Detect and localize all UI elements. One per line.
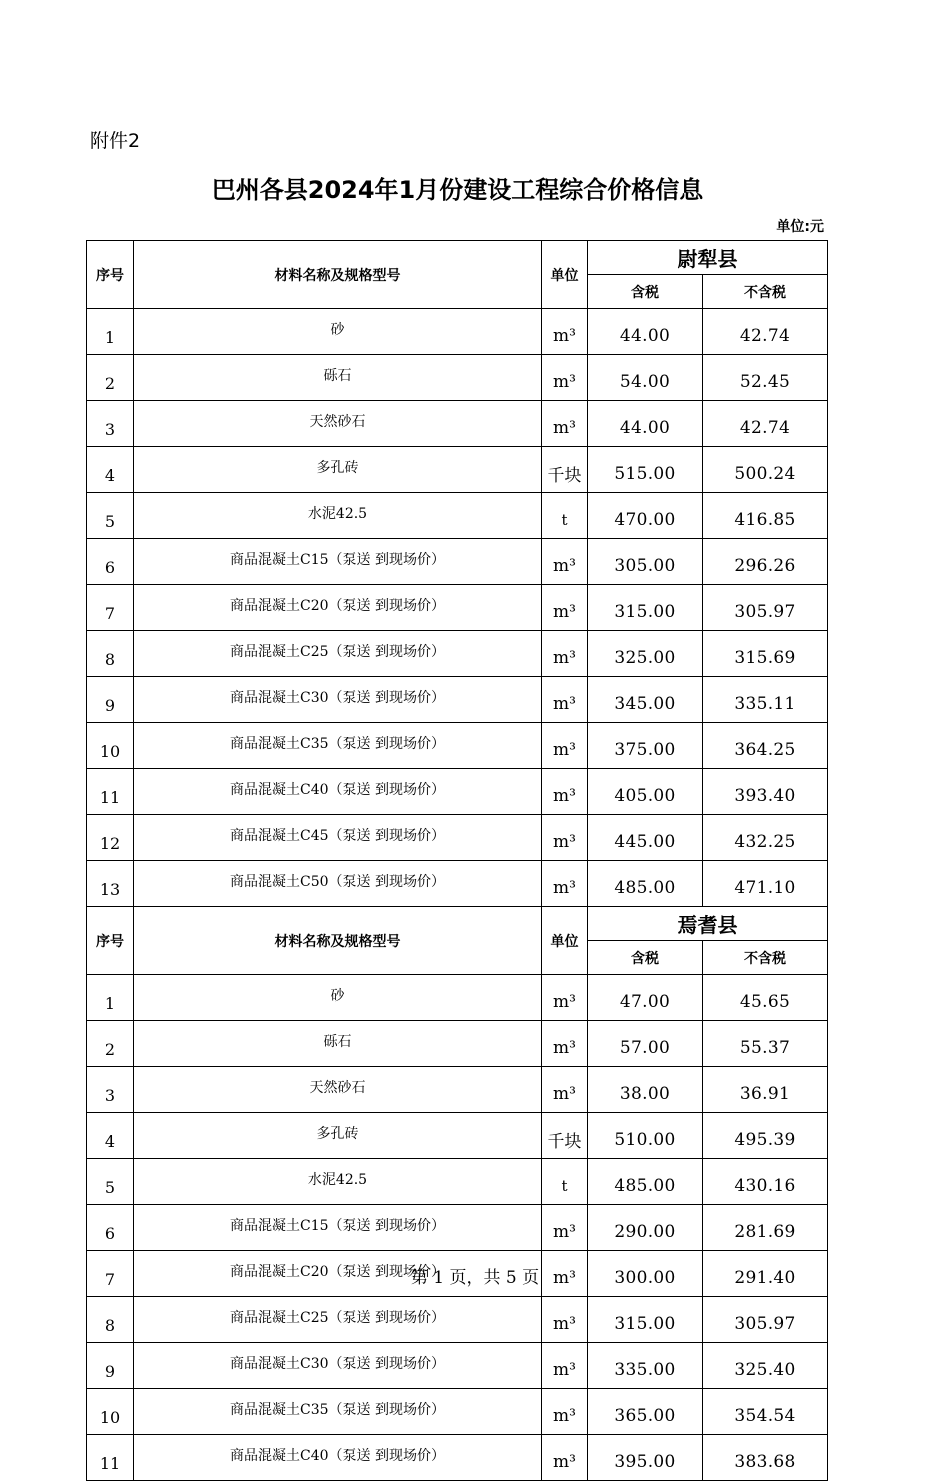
- table-row: [87, 631, 828, 677]
- row-material-name: 砾石: [134, 355, 542, 401]
- table-row: [87, 723, 828, 769]
- row-unit: m³: [542, 539, 588, 585]
- row-price-without-tax: 305.97: [703, 585, 828, 631]
- row-price-without-tax: 364.25: [703, 723, 828, 769]
- row-unit: m³: [542, 1389, 588, 1435]
- table-row: [87, 493, 828, 539]
- row-price-with-tax: 395.00: [588, 1435, 703, 1481]
- row-price-without-tax: 393.40: [703, 769, 828, 815]
- table-row: [87, 815, 828, 861]
- row-seq: 10: [87, 1389, 134, 1435]
- row-price-with-tax: 305.00: [588, 539, 703, 585]
- table-row: [87, 861, 828, 907]
- table-row: [87, 1159, 828, 1205]
- row-material-name: 商品混凝土C35（泵送 到现场价）: [134, 1389, 542, 1435]
- row-price-without-tax: 55.37: [703, 1021, 828, 1067]
- row-price-with-tax: 375.00: [588, 723, 703, 769]
- section-header-row: [87, 241, 828, 275]
- row-price-without-tax: 42.74: [703, 309, 828, 355]
- row-price-without-tax: 495.39: [703, 1113, 828, 1159]
- row-seq: 9: [87, 1343, 134, 1389]
- table-row: [87, 585, 828, 631]
- header-unit: 单位: [542, 907, 588, 975]
- row-price-without-tax: 416.85: [703, 493, 828, 539]
- row-price-without-tax: 383.68: [703, 1435, 828, 1481]
- attachment-label: 附件2: [90, 130, 141, 152]
- row-unit: m³: [542, 1067, 588, 1113]
- row-seq: 13: [87, 861, 134, 907]
- row-price-with-tax: 290.00: [588, 1205, 703, 1251]
- row-price-with-tax: 44.00: [588, 309, 703, 355]
- row-material-name: 多孔砖: [134, 1113, 542, 1159]
- page-footer: 第 1 页，共 5 页: [410, 1268, 540, 1288]
- county-name: 焉耆县: [588, 907, 828, 941]
- table-row: [87, 1205, 828, 1251]
- row-unit: m³: [542, 1205, 588, 1251]
- row-unit: m³: [542, 769, 588, 815]
- row-seq: 5: [87, 1159, 134, 1205]
- row-price-without-tax: 500.24: [703, 447, 828, 493]
- row-unit: m³: [542, 1297, 588, 1343]
- row-seq: 10: [87, 723, 134, 769]
- row-unit: m³: [542, 585, 588, 631]
- row-price-without-tax: 325.40: [703, 1343, 828, 1389]
- row-material-name: 商品混凝土C40（泵送 到现场价）: [134, 1435, 542, 1481]
- row-price-with-tax: 54.00: [588, 355, 703, 401]
- row-unit: m³: [542, 1435, 588, 1481]
- table-row: [87, 1343, 828, 1389]
- row-seq: 7: [87, 1251, 134, 1297]
- table-row: [87, 1113, 828, 1159]
- header-material: 材料名称及规格型号: [134, 907, 542, 975]
- row-price-with-tax: 485.00: [588, 861, 703, 907]
- row-seq: 1: [87, 975, 134, 1021]
- county-name: 尉犁县: [588, 241, 828, 275]
- unit-note: 单位:元: [776, 219, 824, 235]
- header-seq: 序号: [87, 241, 134, 309]
- row-material-name: 商品混凝土C25（泵送 到现场价）: [134, 631, 542, 677]
- row-unit: m³: [542, 1021, 588, 1067]
- row-price-without-tax: 471.10: [703, 861, 828, 907]
- row-seq: 4: [87, 1113, 134, 1159]
- row-price-without-tax: 335.11: [703, 677, 828, 723]
- header-with-tax: 含税: [588, 941, 703, 975]
- row-seq: 8: [87, 631, 134, 677]
- table-row: [87, 1021, 828, 1067]
- price-table-body: [87, 241, 828, 1481]
- row-price-with-tax: 345.00: [588, 677, 703, 723]
- row-material-name: 商品混凝土C20（泵送 到现场价）: [134, 585, 542, 631]
- row-unit: 千块: [542, 447, 588, 493]
- row-price-without-tax: 281.69: [703, 1205, 828, 1251]
- row-unit: t: [542, 1159, 588, 1205]
- row-price-without-tax: 296.26: [703, 539, 828, 585]
- row-unit: m³: [542, 677, 588, 723]
- row-material-name: 水泥42.5: [134, 493, 542, 539]
- row-material-name: 商品混凝土C35（泵送 到现场价）: [134, 723, 542, 769]
- row-price-without-tax: 52.45: [703, 355, 828, 401]
- section-header-row: [87, 907, 828, 941]
- row-price-with-tax: 470.00: [588, 493, 703, 539]
- table-row: [87, 401, 828, 447]
- row-material-name: 砂: [134, 975, 542, 1021]
- row-unit: m³: [542, 309, 588, 355]
- row-material-name: 商品混凝土C20（泵送 到现场价）: [134, 1251, 542, 1297]
- row-price-without-tax: 432.25: [703, 815, 828, 861]
- row-material-name: 商品混凝土C25（泵送 到现场价）: [134, 1297, 542, 1343]
- table-row: [87, 1389, 828, 1435]
- header-with-tax: 含税: [588, 275, 703, 309]
- row-unit: m³: [542, 975, 588, 1021]
- table-row: [87, 769, 828, 815]
- row-seq: 11: [87, 1435, 134, 1481]
- row-unit: m³: [542, 723, 588, 769]
- row-unit: m³: [542, 401, 588, 447]
- row-material-name: 天然砂石: [134, 1067, 542, 1113]
- row-material-name: 商品混凝土C15（泵送 到现场价）: [134, 1205, 542, 1251]
- row-seq: 3: [87, 401, 134, 447]
- row-price-without-tax: 305.97: [703, 1297, 828, 1343]
- row-material-name: 砂: [134, 309, 542, 355]
- row-price-with-tax: 515.00: [588, 447, 703, 493]
- row-price-without-tax: 45.65: [703, 975, 828, 1021]
- row-unit: m³: [542, 861, 588, 907]
- table-row: [87, 677, 828, 723]
- row-seq: 2: [87, 355, 134, 401]
- row-seq: 11: [87, 769, 134, 815]
- row-material-name: 水泥42.5: [134, 1159, 542, 1205]
- page-title: 巴州各县2024年1月份建设工程综合价格信息: [211, 176, 704, 204]
- row-unit: m³: [542, 355, 588, 401]
- row-seq: 6: [87, 539, 134, 585]
- table-row: [87, 355, 828, 401]
- table-row: [87, 309, 828, 355]
- row-material-name: 商品混凝土C15（泵送 到现场价）: [134, 539, 542, 585]
- row-price-with-tax: 445.00: [588, 815, 703, 861]
- table-row: [87, 447, 828, 493]
- row-material-name: 商品混凝土C40（泵送 到现场价）: [134, 769, 542, 815]
- row-price-with-tax: 47.00: [588, 975, 703, 1021]
- row-price-without-tax: 42.74: [703, 401, 828, 447]
- row-seq: 9: [87, 677, 134, 723]
- row-material-name: 砾石: [134, 1021, 542, 1067]
- header-without-tax: 不含税: [703, 275, 828, 309]
- row-seq: 8: [87, 1297, 134, 1343]
- table-row: [87, 539, 828, 585]
- row-price-with-tax: 44.00: [588, 401, 703, 447]
- price-table: [86, 240, 828, 1481]
- row-price-with-tax: 335.00: [588, 1343, 703, 1389]
- row-unit: m³: [542, 815, 588, 861]
- row-seq: 3: [87, 1067, 134, 1113]
- row-seq: 2: [87, 1021, 134, 1067]
- row-price-with-tax: 365.00: [588, 1389, 703, 1435]
- row-material-name: 商品混凝土C30（泵送 到现场价）: [134, 677, 542, 723]
- row-price-with-tax: 325.00: [588, 631, 703, 677]
- row-price-with-tax: 485.00: [588, 1159, 703, 1205]
- row-price-without-tax: 36.91: [703, 1067, 828, 1113]
- row-price-without-tax: 354.54: [703, 1389, 828, 1435]
- table-row: [87, 1067, 828, 1113]
- header-material: 材料名称及规格型号: [134, 241, 542, 309]
- row-seq: 7: [87, 585, 134, 631]
- row-price-with-tax: 510.00: [588, 1113, 703, 1159]
- row-material-name: 多孔砖: [134, 447, 542, 493]
- row-material-name: 商品混凝土C50（泵送 到现场价）: [134, 861, 542, 907]
- row-unit: 千块: [542, 1113, 588, 1159]
- row-price-with-tax: 315.00: [588, 585, 703, 631]
- row-seq: 6: [87, 1205, 134, 1251]
- row-price-with-tax: 405.00: [588, 769, 703, 815]
- row-price-without-tax: 430.16: [703, 1159, 828, 1205]
- row-seq: 1: [87, 309, 134, 355]
- row-price-without-tax: 291.40: [703, 1251, 828, 1297]
- table-row: [87, 1435, 828, 1481]
- row-unit: m³: [542, 631, 588, 677]
- header-seq: 序号: [87, 907, 134, 975]
- row-price-with-tax: 315.00: [588, 1297, 703, 1343]
- row-seq: 5: [87, 493, 134, 539]
- row-unit: t: [542, 493, 588, 539]
- table-row: [87, 1297, 828, 1343]
- row-material-name: 商品混凝土C45（泵送 到现场价）: [134, 815, 542, 861]
- row-price-without-tax: 315.69: [703, 631, 828, 677]
- row-seq: 12: [87, 815, 134, 861]
- header-unit: 单位: [542, 241, 588, 309]
- row-price-with-tax: 300.00: [588, 1251, 703, 1297]
- header-without-tax: 不含税: [703, 941, 828, 975]
- row-price-with-tax: 57.00: [588, 1021, 703, 1067]
- row-unit: m³: [542, 1343, 588, 1389]
- row-unit: m³: [542, 1251, 588, 1297]
- table-row: [87, 975, 828, 1021]
- row-material-name: 商品混凝土C30（泵送 到现场价）: [134, 1343, 542, 1389]
- row-seq: 4: [87, 447, 134, 493]
- row-price-with-tax: 38.00: [588, 1067, 703, 1113]
- row-material-name: 天然砂石: [134, 401, 542, 447]
